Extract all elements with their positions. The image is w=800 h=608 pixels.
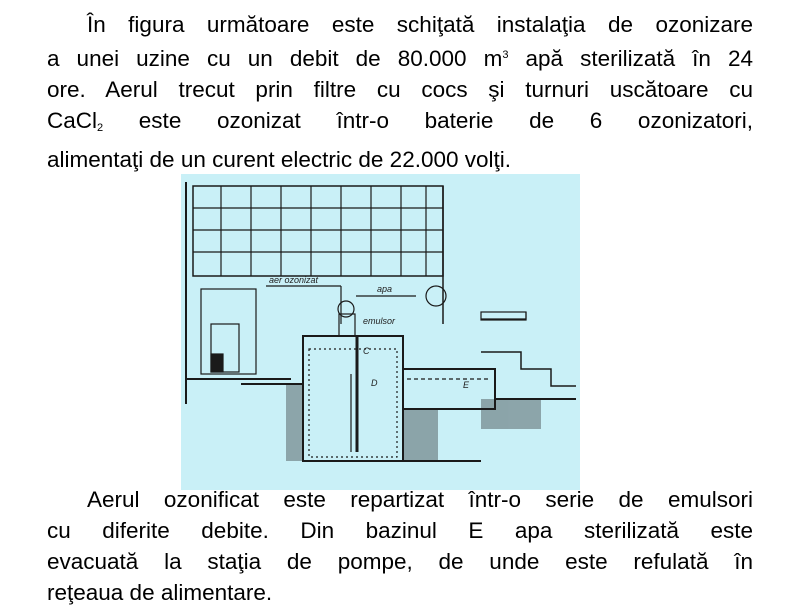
- label-c: C: [363, 346, 370, 356]
- label-d: D: [371, 378, 378, 388]
- label-ozonized-air: aer ozonizat: [269, 275, 319, 285]
- label-e: E: [463, 380, 470, 390]
- desc-line-3: evacuată la staţia de pompe, de unde este refulată în: [47, 549, 753, 574]
- ozonization-plant-sketch: [181, 174, 580, 490]
- intro-line-2-text: a unei uzine cu un debit de 80.000 m: [47, 46, 503, 71]
- intro-line-4-text: CaCl: [47, 108, 98, 133]
- paragraph-description: [47, 484, 753, 608]
- desc-line-1: Aerul ozonificat este repartizat într-o serie de emulsori: [87, 487, 753, 512]
- label-emulsifier: emulsor: [363, 316, 396, 326]
- cubic-superscript: 3: [502, 49, 509, 61]
- desc-line-2: cu diferite debite. Din bazinul E apa sterilizată este: [47, 518, 753, 543]
- intro-line-4: [47, 105, 753, 144]
- intro-line-2-end: apă sterilizată în 24: [508, 46, 753, 71]
- intro-line-1: În figura următoare este schiţată instalaţia de ozonizare: [87, 12, 753, 37]
- paragraph-intro: [47, 9, 753, 175]
- intro-line-3: ore. Aerul trecut prin filtre cu cocs şi turnuri uscătoare cu: [47, 77, 753, 102]
- intro-line-4-end: este ozonizat într-o baterie de 6 ozonizatori,: [103, 108, 753, 133]
- desc-line-4: reţeaua de alimentare.: [47, 580, 273, 605]
- sketch-drawing: [181, 174, 580, 490]
- intro-line-2: [47, 40, 753, 74]
- label-water: apa: [377, 284, 393, 294]
- chloride-subscript: 2: [97, 122, 104, 134]
- intro-line-5: alimentaţi de un curent electric de 22.000 volţi.: [47, 147, 512, 172]
